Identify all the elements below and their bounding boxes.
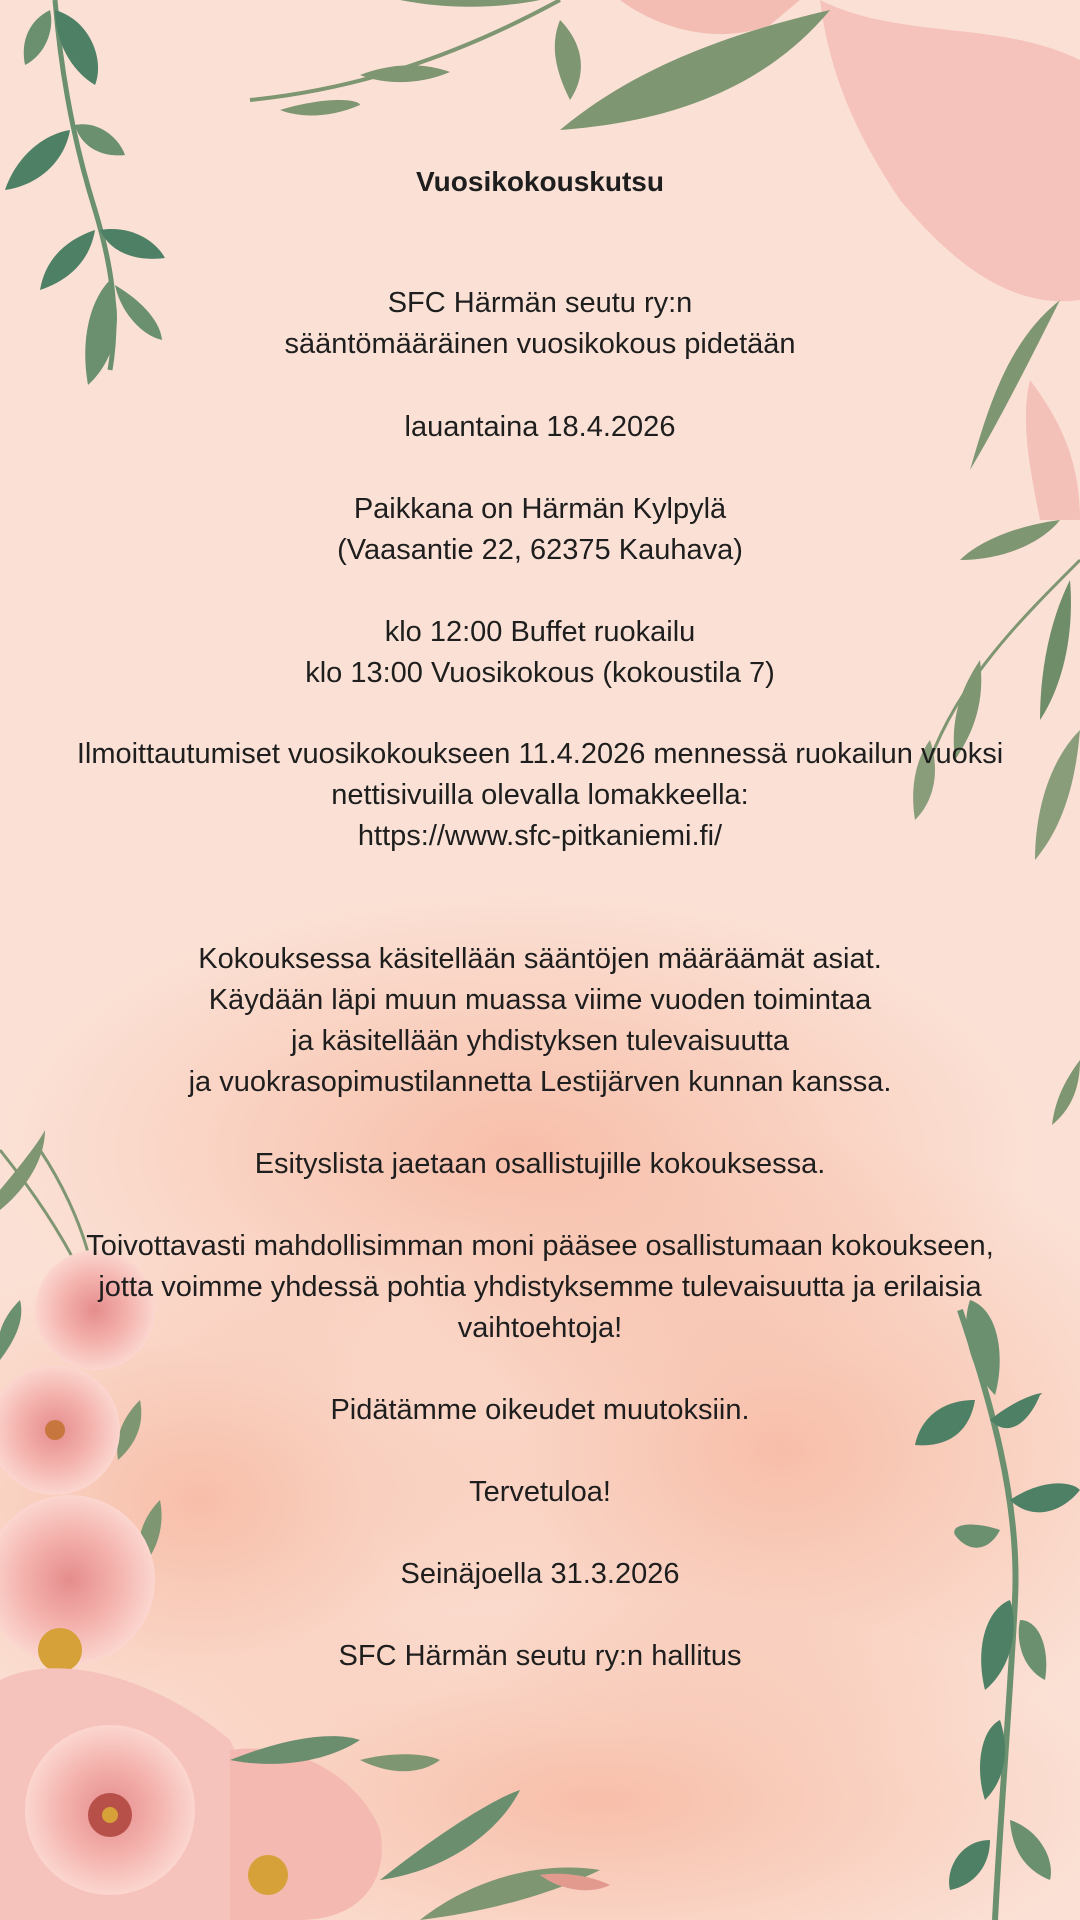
meeting-schedule: klo 12:00 Buffet ruokailu klo 13:00 Vuosikokous (kokoustila 7) [305, 616, 775, 689]
agenda-paragraph: Kokouksessa käsitellään sääntöjen määräämät asiat. Käydään läpi muun muassa viime vuoden toimintaa ja käsitellään yhdistyksen tulevaisuutta ja vuokrasopimustilannetta Lestijärven kunnan kanssa. [188, 943, 892, 1098]
invitation-title: Vuosikokouskutsu [416, 166, 664, 197]
agenda-note: Esityslista jaetaan osallistujille kokouksessa. [254, 1148, 826, 1180]
welcome-text: Tervetuloa! [469, 1476, 611, 1508]
rights-note: Pidätämme oikeudet muutoksiin. [330, 1394, 750, 1426]
place-date: Seinäjoella 31.3.2026 [400, 1558, 680, 1590]
signature: SFC Härmän seutu ry:n hallitus [338, 1640, 742, 1672]
meeting-location: Paikkana on Härmän Kylpylä (Vaasantie 22, 62375 Kauhava) [337, 493, 743, 566]
registration-info: Ilmoittautumiset vuosikokoukseen 11.4.2026 mennessä ruokailun vuoksi nettisivuilla olevalla lomakkeella: https://www.sfc-pitkaniemi.fi/ [30, 734, 1050, 857]
meeting-date: lauantaina 18.4.2026 [404, 411, 676, 443]
registration-link[interactable]: https://www.sfc-pitkaniemi.fi/ [357, 820, 723, 852]
hope-paragraph: Toivottavasti mahdollisimman moni pääsee osallistumaan kokoukseen, jotta voimme yhdessä pohtia yhdistyksemme tulevaisuutta ja erilaisia vaihtoehtoja! [86, 1230, 994, 1344]
intro-paragraph: SFC Härmän seutu ry:n sääntömääräinen vuosikokous pidetään [284, 287, 796, 360]
